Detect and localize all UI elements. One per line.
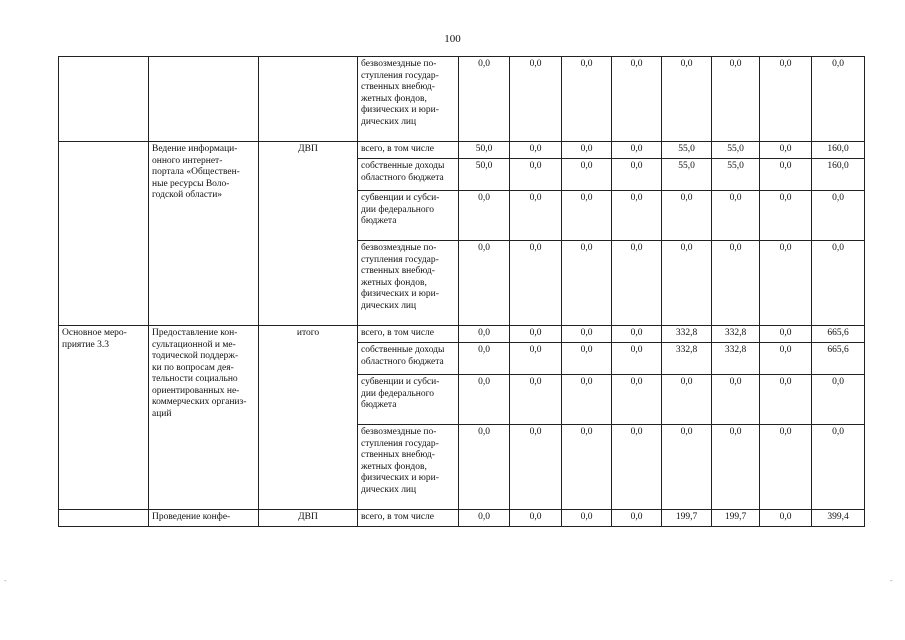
value-cell: 0,0 — [612, 425, 662, 510]
value-cell: 332,8 — [712, 343, 760, 375]
value-cell: 0,0 — [760, 375, 812, 425]
value-cell: 199,7 — [662, 510, 712, 527]
value-cell: 0,0 — [760, 326, 812, 343]
value-cell: 0,0 — [562, 241, 612, 326]
value-cell: 0,0 — [562, 142, 612, 159]
value-cell: 0,0 — [760, 241, 812, 326]
value-cell: 160,0 — [812, 142, 865, 159]
value-cell: 55,0 — [662, 159, 712, 191]
value-cell: 0,0 — [562, 159, 612, 191]
value-cell: 0,0 — [459, 241, 510, 326]
funding-source-cell: безвозмездные по- ступления государ- ственных внебюд- жетных фондов, физических и юри- дических лиц — [358, 241, 459, 326]
value-cell: 0,0 — [459, 375, 510, 425]
value-cell: 55,0 — [712, 159, 760, 191]
responsible-cell — [259, 57, 358, 142]
value-cell: 50,0 — [459, 142, 510, 159]
measure-name-cell: Проведение конфе- — [149, 510, 259, 527]
value-cell: 0,0 — [612, 57, 662, 142]
value-cell: 332,8 — [712, 326, 760, 343]
value-cell: 665,6 — [812, 326, 865, 343]
value-cell: 0,0 — [562, 425, 612, 510]
table-row — [59, 326, 865, 343]
value-cell: 0,0 — [712, 375, 760, 425]
measure-name-cell: Ведение информаци- онного интернет- портала «Обществен- ные ресурсы Воло- годской области» — [149, 142, 259, 326]
event-name-cell — [59, 142, 149, 326]
value-cell: 0,0 — [760, 425, 812, 510]
value-cell: 0,0 — [612, 375, 662, 425]
funding-source-cell: всего, в том числе — [358, 510, 459, 527]
value-cell: 0,0 — [459, 343, 510, 375]
event-name-cell — [59, 510, 149, 527]
funding-source-cell: субвенции и субси- дии федерального бюджета — [358, 191, 459, 241]
scan-mark: - — [890, 576, 893, 585]
measure-name-cell — [149, 57, 259, 142]
value-cell: 50,0 — [459, 159, 510, 191]
value-cell: 0,0 — [662, 241, 712, 326]
value-cell: 0,0 — [760, 343, 812, 375]
funding-source-cell: безвозмездные по- ступления государ- ственных внебюд- жетных фондов, физических и юри- дических лиц — [358, 57, 459, 142]
table-row — [59, 142, 865, 159]
funding-source-cell: всего, в том числе — [358, 142, 459, 159]
value-cell: 0,0 — [562, 375, 612, 425]
value-cell: 0,0 — [612, 159, 662, 191]
value-cell: 0,0 — [712, 241, 760, 326]
value-cell: 0,0 — [662, 375, 712, 425]
value-cell: 0,0 — [712, 191, 760, 241]
value-cell: 0,0 — [510, 375, 562, 425]
value-cell: 0,0 — [459, 425, 510, 510]
table-body — [59, 57, 865, 527]
responsible-cell: итого — [259, 326, 358, 510]
table-row — [59, 57, 865, 142]
table-row — [59, 510, 865, 527]
value-cell: 665,6 — [812, 343, 865, 375]
value-cell: 0,0 — [612, 510, 662, 527]
funding-source-cell: собственные доходы областного бюджета — [358, 159, 459, 191]
value-cell: 0,0 — [459, 326, 510, 343]
value-cell: 55,0 — [662, 142, 712, 159]
value-cell: 0,0 — [812, 191, 865, 241]
value-cell: 332,8 — [662, 343, 712, 375]
value-cell: 0,0 — [510, 57, 562, 142]
responsible-cell: ДВП — [259, 510, 358, 527]
value-cell: 0,0 — [459, 57, 510, 142]
funding-source-cell: безвозмездные по- ступления государ- ственных внебюд- жетных фондов, физических и юри- дических лиц — [358, 425, 459, 510]
value-cell: 0,0 — [510, 142, 562, 159]
value-cell: 332,8 — [662, 326, 712, 343]
value-cell: 0,0 — [812, 241, 865, 326]
value-cell: 0,0 — [562, 191, 612, 241]
value-cell: 0,0 — [712, 425, 760, 510]
value-cell: 0,0 — [459, 191, 510, 241]
value-cell: 0,0 — [562, 57, 612, 142]
value-cell: 0,0 — [812, 425, 865, 510]
value-cell: 0,0 — [510, 326, 562, 343]
value-cell: 160,0 — [812, 159, 865, 191]
value-cell: 0,0 — [760, 142, 812, 159]
page-number: 100 — [444, 33, 461, 45]
value-cell: 0,0 — [612, 343, 662, 375]
value-cell: 199,7 — [712, 510, 760, 527]
event-name-cell: Основное меро- приятие 3.3 — [59, 326, 149, 510]
event-name-cell — [59, 57, 149, 142]
value-cell: 0,0 — [662, 191, 712, 241]
value-cell: 0,0 — [612, 241, 662, 326]
measure-name-cell: Предоставление кон- сультационной и ме- тодической поддерж- ки по вопросам дея- тельности социально ориентированных не- коммерческих организ- аций — [149, 326, 259, 510]
value-cell: 55,0 — [712, 142, 760, 159]
value-cell: 0,0 — [812, 375, 865, 425]
scan-mark: - — [4, 576, 7, 585]
value-cell: 0,0 — [662, 425, 712, 510]
value-cell: 0,0 — [510, 159, 562, 191]
value-cell: 0,0 — [510, 425, 562, 510]
value-cell: 0,0 — [760, 510, 812, 527]
value-cell: 0,0 — [510, 510, 562, 527]
value-cell: 0,0 — [510, 191, 562, 241]
value-cell: 0,0 — [612, 142, 662, 159]
funding-source-cell: субвенции и субси- дии федерального бюджета — [358, 375, 459, 425]
value-cell: 0,0 — [612, 191, 662, 241]
value-cell: 0,0 — [812, 57, 865, 142]
responsible-cell: ДВП — [259, 142, 358, 326]
funding-source-cell: всего, в том числе — [358, 326, 459, 343]
value-cell: 0,0 — [562, 326, 612, 343]
value-cell: 0,0 — [562, 510, 612, 527]
budget-table — [58, 56, 865, 527]
value-cell: 0,0 — [562, 343, 612, 375]
value-cell: 0,0 — [760, 159, 812, 191]
value-cell: 0,0 — [612, 326, 662, 343]
value-cell: 0,0 — [510, 241, 562, 326]
value-cell: 399,4 — [812, 510, 865, 527]
value-cell: 0,0 — [712, 57, 760, 142]
value-cell: 0,0 — [760, 57, 812, 142]
value-cell: 0,0 — [760, 191, 812, 241]
value-cell: 0,0 — [662, 57, 712, 142]
value-cell: 0,0 — [459, 510, 510, 527]
value-cell: 0,0 — [510, 343, 562, 375]
funding-source-cell: собственные доходы областного бюджета — [358, 343, 459, 375]
